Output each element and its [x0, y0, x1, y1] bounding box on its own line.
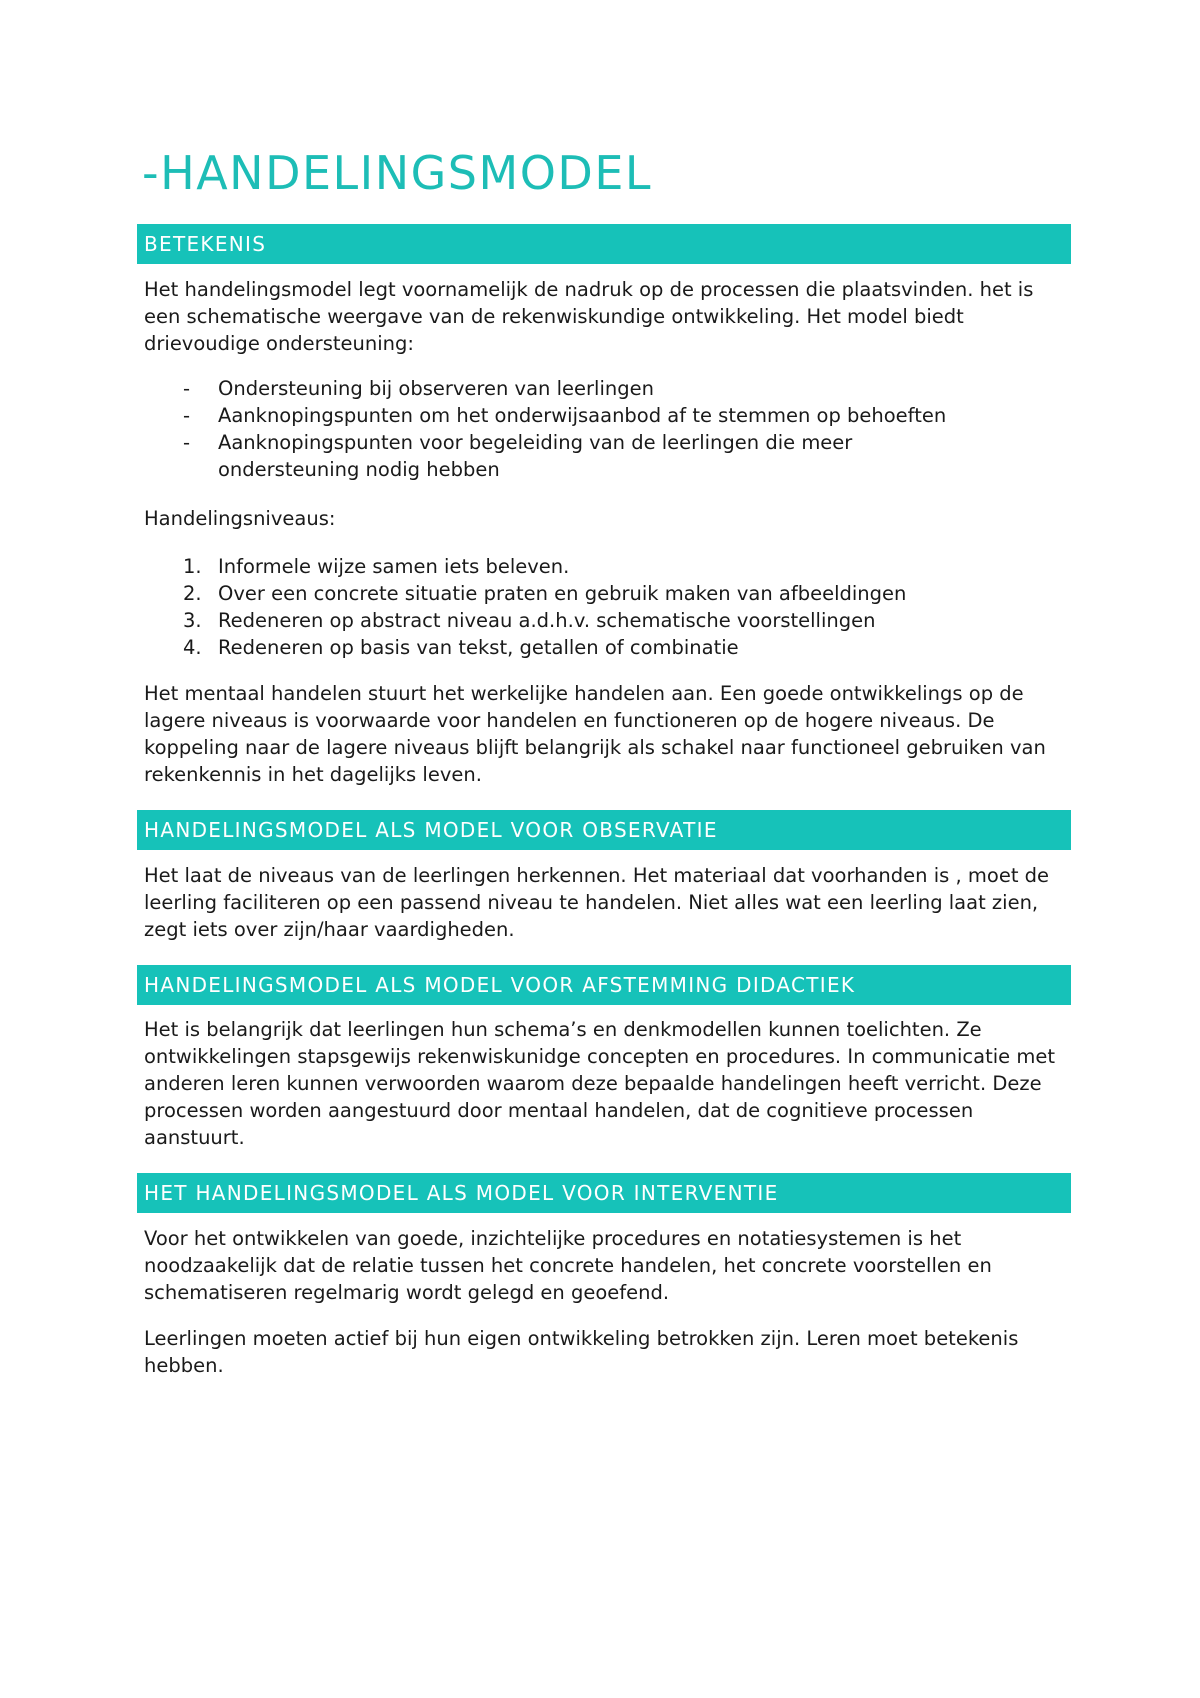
dash-marker: - — [183, 377, 191, 400]
section-heading-betekenis: BETEKENIS — [137, 224, 1071, 264]
interventie-paragraph: Voor het ontwikkelen van goede, inzichtelijke procedures en notatiesystemen is het noodzaakelijk dat de relatie tussen het concrete handelen, het concrete voorstellen en schematiseren regelmarig wordt gelegd en geoefend. — [144, 1227, 992, 1304]
bullet-item — [144, 402, 1074, 429]
level-text: Redeneren op abstract niveau a.d.h.v. schematische voorstellingen — [218, 609, 876, 632]
level-text: Informele wijze samen iets beleven. — [218, 555, 570, 578]
level-item — [144, 553, 1074, 580]
level-item — [144, 607, 1074, 634]
bullet-item — [144, 429, 998, 483]
document-title: -HANDELINGSMODEL — [142, 146, 653, 200]
section-heading-interventie: HET HANDELINGSMODEL ALS MODEL VOOR INTERVENTIE — [137, 1173, 1071, 1213]
level-item — [144, 580, 1074, 607]
betekenis-closing-paragraph: Het mentaal handelen stuurt het werkelijke handelen aan. Een goede ontwikkelings op de lagere niveaus is voorwaarde voor handelen en functioneren op de hogere niveaus. De koppeling naar de lagere niveaus blijft belangrijk als schakel naar functioneel gebruiken van rekenkennis in het dagelijks leven. — [144, 682, 1046, 786]
bullet-text: Aanknopingspunten voor begeleiding van de leerlingen die meer ondersteuning nodig hebben — [218, 431, 853, 481]
observatie-paragraph: Het laat de niveaus van de leerlingen herkennen. Het materiaal dat voorhanden is , moet de leerling faciliteren op een passend niveau te handelen. Niet alles wat een leerling laat zien, zegt iets over zijn/haar vaardigheden. — [144, 864, 1050, 941]
support-bullet-list — [144, 375, 1074, 483]
section-heading-afstemming-didactiek: HANDELINGSMODEL ALS MODEL VOOR AFSTEMMING DIDACTIEK — [137, 965, 1071, 1005]
afstemming-paragraph: Het is belangrijk dat leerlingen hun schema’s en denkmodellen kunnen toelichten. Ze ontwikkelingen stapsgewijs rekenwiskunidge concepten en procedures. In communicatie met anderen leren kunnen verwoorden waarom deze bepaalde handelingen heeft verricht. Deze processen worden aangestuurd door mentaal handelen, dat de cognitieve processen aanstuurt. — [144, 1018, 1055, 1149]
dash-marker: - — [183, 431, 191, 454]
bullet-item — [144, 375, 1074, 402]
dash-marker: - — [183, 404, 191, 427]
level-number: 4. — [183, 636, 202, 659]
levels-numbered-list — [144, 553, 1074, 661]
interventie-closing-paragraph: Leerlingen moeten actief bij hun eigen ontwikkeling betrokken zijn. Leren moet betekenis hebben. — [144, 1327, 1019, 1377]
level-number: 1. — [183, 555, 202, 578]
section-heading-observatie: HANDELINGSMODEL ALS MODEL VOOR OBSERVATIE — [137, 810, 1071, 850]
bullet-text: Ondersteuning bij observeren van leerlingen — [218, 377, 654, 400]
level-number: 3. — [183, 609, 202, 632]
level-text: Redeneren op basis van tekst, getallen of combinatie — [218, 636, 739, 659]
bullet-text: Aanknopingspunten om het onderwijsaanbod af te stemmen op behoeften — [218, 404, 947, 427]
betekenis-intro-paragraph: Het handelingsmodel legt voornamelijk de nadruk op de processen die plaatsvinden. het is een schematische weergave van de rekenwiskundige ontwikkeling. Het model biedt drievoudige ondersteuning: — [144, 278, 1034, 355]
level-item — [144, 634, 1074, 661]
level-text: Over een concrete situatie praten en gebruik maken van afbeeldingen — [218, 582, 907, 605]
level-number: 2. — [183, 582, 202, 605]
levels-label: Handelingsniveaus: — [144, 507, 336, 530]
